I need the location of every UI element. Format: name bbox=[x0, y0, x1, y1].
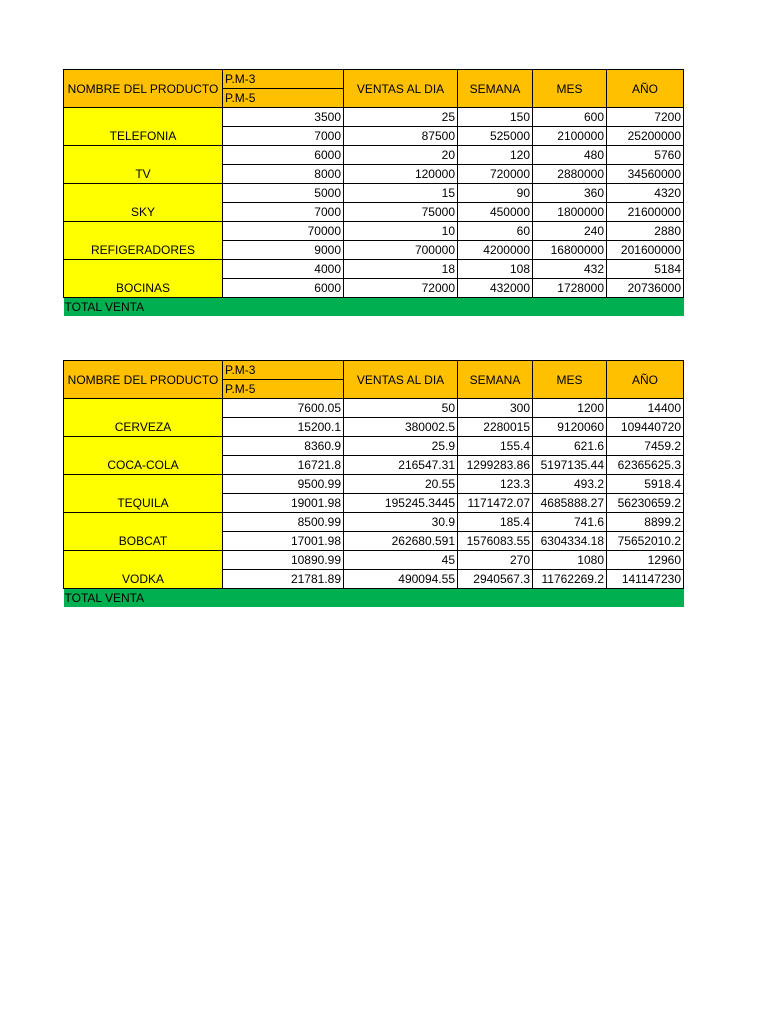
table-body bbox=[64, 70, 684, 317]
data-cell[interactable]: 2940567.3 bbox=[458, 570, 533, 589]
header-anio[interactable]: AÑO bbox=[607, 361, 684, 399]
header-anio[interactable]: AÑO bbox=[607, 70, 684, 108]
data-cell[interactable]: 72000 bbox=[344, 279, 458, 298]
data-cell[interactable]: 216547.31 bbox=[344, 456, 458, 475]
header-semana[interactable]: SEMANA bbox=[458, 361, 533, 399]
data-cell[interactable]: 11762269.2 bbox=[533, 570, 607, 589]
data-cell[interactable]: 70000 bbox=[223, 222, 344, 241]
data-cell[interactable]: 15200.1 bbox=[223, 418, 344, 437]
data-cell[interactable]: 108 bbox=[458, 260, 533, 279]
data-cell[interactable]: 1576083.55 bbox=[458, 532, 533, 551]
data-cell[interactable]: 15 bbox=[344, 184, 458, 203]
total-venta-label[interactable]: TOTAL VENTA bbox=[64, 298, 684, 317]
data-cell[interactable]: 60 bbox=[458, 222, 533, 241]
data-cell[interactable]: 1728000 bbox=[533, 279, 607, 298]
data-cell[interactable]: 5918.4 bbox=[607, 475, 684, 494]
data-cell[interactable]: 12960 bbox=[607, 551, 684, 570]
data-cell[interactable]: 8000 bbox=[223, 165, 344, 184]
data-cell[interactable]: 123.3 bbox=[458, 475, 533, 494]
data-cell[interactable]: 380002.5 bbox=[344, 418, 458, 437]
data-cell[interactable]: 20736000 bbox=[607, 279, 684, 298]
product-name-cell[interactable]: VODKA bbox=[64, 551, 223, 589]
data-cell[interactable]: 1299283.86 bbox=[458, 456, 533, 475]
data-cell[interactable]: 34560000 bbox=[607, 165, 684, 184]
data-cell[interactable]: 432 bbox=[533, 260, 607, 279]
product-name-cell[interactable]: TEQUILA bbox=[64, 475, 223, 513]
product-name-cell[interactable]: TV bbox=[64, 146, 223, 184]
data-cell[interactable]: 7200 bbox=[607, 108, 684, 127]
data-cell[interactable]: 480 bbox=[533, 146, 607, 165]
header-row bbox=[64, 361, 684, 380]
data-cell[interactable]: 741.6 bbox=[533, 513, 607, 532]
data-cell[interactable]: 25200000 bbox=[607, 127, 684, 146]
data-cell[interactable]: 4200000 bbox=[458, 241, 533, 260]
data-cell[interactable]: 2880 bbox=[607, 222, 684, 241]
data-cell[interactable]: 4000 bbox=[223, 260, 344, 279]
data-cell[interactable]: 14400 bbox=[607, 399, 684, 418]
product-name-cell[interactable]: TELEFONIA bbox=[64, 108, 223, 146]
data-cell[interactable]: 9120060 bbox=[533, 418, 607, 437]
header-mes[interactable]: MES bbox=[533, 70, 607, 108]
data-cell[interactable]: 7000 bbox=[223, 203, 344, 222]
table-row bbox=[64, 513, 684, 532]
data-cell[interactable]: 56230659.2 bbox=[607, 494, 684, 513]
data-cell[interactable]: 5000 bbox=[223, 184, 344, 203]
data-cell[interactable]: 21781.89 bbox=[223, 570, 344, 589]
header-pm5[interactable]: P.M-5 bbox=[223, 380, 344, 399]
data-cell[interactable]: 300 bbox=[458, 399, 533, 418]
table-row bbox=[64, 437, 684, 456]
header-pm3[interactable]: P.M-3 bbox=[223, 70, 344, 89]
data-cell[interactable]: 1200 bbox=[533, 399, 607, 418]
data-cell[interactable]: 62365625.3 bbox=[607, 456, 684, 475]
data-cell[interactable]: 600 bbox=[533, 108, 607, 127]
data-cell[interactable]: 525000 bbox=[458, 127, 533, 146]
products-table-electronics bbox=[63, 69, 684, 316]
data-cell[interactable]: 5197135.44 bbox=[533, 456, 607, 475]
product-name-cell[interactable]: COCA-COLA bbox=[64, 437, 223, 475]
data-cell[interactable]: 5760 bbox=[607, 146, 684, 165]
table-row bbox=[64, 222, 684, 241]
product-name-cell[interactable]: CERVEZA bbox=[64, 399, 223, 437]
data-cell[interactable]: 141147230 bbox=[607, 570, 684, 589]
data-cell[interactable]: 7000 bbox=[223, 127, 344, 146]
header-pm3[interactable]: P.M-3 bbox=[223, 361, 344, 380]
data-cell[interactable]: 19001.98 bbox=[223, 494, 344, 513]
header-pm5[interactable]: P.M-5 bbox=[223, 89, 344, 108]
data-cell[interactable]: 6304334.18 bbox=[533, 532, 607, 551]
data-cell[interactable]: 2100000 bbox=[533, 127, 607, 146]
data-cell[interactable]: 87500 bbox=[344, 127, 458, 146]
data-cell[interactable]: 4320 bbox=[607, 184, 684, 203]
header-product-name[interactable]: NOMBRE DEL PRODUCTO bbox=[64, 361, 223, 399]
data-cell[interactable]: 432000 bbox=[458, 279, 533, 298]
data-cell[interactable]: 3500 bbox=[223, 108, 344, 127]
data-cell[interactable]: 240 bbox=[533, 222, 607, 241]
product-name-cell[interactable]: BOBCAT bbox=[64, 513, 223, 551]
header-ventas-dia[interactable]: VENTAS AL DIA bbox=[344, 70, 458, 108]
data-cell[interactable]: 16800000 bbox=[533, 241, 607, 260]
data-cell[interactable]: 450000 bbox=[458, 203, 533, 222]
products-table-beverages bbox=[63, 360, 684, 607]
data-cell[interactable]: 5184 bbox=[607, 260, 684, 279]
data-cell[interactable]: 120 bbox=[458, 146, 533, 165]
data-cell[interactable]: 50 bbox=[344, 399, 458, 418]
data-cell[interactable]: 75000 bbox=[344, 203, 458, 222]
data-cell[interactable]: 201600000 bbox=[607, 241, 684, 260]
product-name-cell[interactable]: SKY bbox=[64, 184, 223, 222]
data-cell[interactable]: 21600000 bbox=[607, 203, 684, 222]
data-cell[interactable]: 360 bbox=[533, 184, 607, 203]
data-cell[interactable]: 195245.3445 bbox=[344, 494, 458, 513]
table-body bbox=[64, 361, 684, 608]
table-row bbox=[64, 184, 684, 203]
data-cell[interactable]: 185.4 bbox=[458, 513, 533, 532]
table-row bbox=[64, 475, 684, 494]
data-cell[interactable]: 10890.99 bbox=[223, 551, 344, 570]
data-cell[interactable]: 25 bbox=[344, 108, 458, 127]
data-cell[interactable]: 7459.2 bbox=[607, 437, 684, 456]
data-cell[interactable]: 1171472.07 bbox=[458, 494, 533, 513]
data-cell[interactable]: 490094.55 bbox=[344, 570, 458, 589]
header-ventas-dia[interactable]: VENTAS AL DIA bbox=[344, 361, 458, 399]
data-cell[interactable]: 25.9 bbox=[344, 437, 458, 456]
data-cell[interactable]: 150 bbox=[458, 108, 533, 127]
data-cell[interactable]: 8899.2 bbox=[607, 513, 684, 532]
data-cell[interactable]: 120000 bbox=[344, 165, 458, 184]
table-row bbox=[64, 108, 684, 127]
header-mes[interactable]: MES bbox=[533, 361, 607, 399]
header-row bbox=[64, 70, 684, 89]
data-cell[interactable]: 155.4 bbox=[458, 437, 533, 456]
data-cell[interactable]: 109440720 bbox=[607, 418, 684, 437]
total-row bbox=[64, 298, 684, 317]
data-cell[interactable]: 720000 bbox=[458, 165, 533, 184]
data-cell[interactable]: 30.9 bbox=[344, 513, 458, 532]
data-cell[interactable]: 9000 bbox=[223, 241, 344, 260]
data-cell[interactable]: 1080 bbox=[533, 551, 607, 570]
data-cell[interactable]: 20.55 bbox=[344, 475, 458, 494]
data-cell[interactable]: 6000 bbox=[223, 146, 344, 165]
header-semana[interactable]: SEMANA bbox=[458, 70, 533, 108]
data-cell[interactable]: 20 bbox=[344, 146, 458, 165]
data-cell[interactable]: 621.6 bbox=[533, 437, 607, 456]
data-cell[interactable]: 90 bbox=[458, 184, 533, 203]
data-cell[interactable]: 262680.591 bbox=[344, 532, 458, 551]
header-product-name[interactable]: NOMBRE DEL PRODUCTO bbox=[64, 70, 223, 108]
data-cell[interactable]: 75652010.2 bbox=[607, 532, 684, 551]
table-row bbox=[64, 260, 684, 279]
data-cell[interactable]: 18 bbox=[344, 260, 458, 279]
product-name-cell[interactable]: REFIGERADORES bbox=[64, 222, 223, 260]
data-cell[interactable]: 8360.9 bbox=[223, 437, 344, 456]
data-cell[interactable]: 270 bbox=[458, 551, 533, 570]
table-row bbox=[64, 551, 684, 570]
table-row bbox=[64, 399, 684, 418]
data-cell[interactable]: 4685888.27 bbox=[533, 494, 607, 513]
table-row bbox=[64, 146, 684, 165]
data-cell[interactable]: 2880000 bbox=[533, 165, 607, 184]
product-name-cell[interactable]: BOCINAS bbox=[64, 260, 223, 298]
total-venta-label[interactable]: TOTAL VENTA bbox=[64, 589, 684, 608]
data-cell[interactable]: 45 bbox=[344, 551, 458, 570]
data-cell[interactable]: 16721.8 bbox=[223, 456, 344, 475]
data-cell[interactable]: 7600.05 bbox=[223, 399, 344, 418]
data-cell[interactable]: 6000 bbox=[223, 279, 344, 298]
data-cell[interactable]: 8500.99 bbox=[223, 513, 344, 532]
data-cell[interactable]: 9500.99 bbox=[223, 475, 344, 494]
data-cell[interactable]: 700000 bbox=[344, 241, 458, 260]
data-cell[interactable]: 493.2 bbox=[533, 475, 607, 494]
data-cell[interactable]: 2280015 bbox=[458, 418, 533, 437]
data-cell[interactable]: 10 bbox=[344, 222, 458, 241]
total-row bbox=[64, 589, 684, 608]
data-cell[interactable]: 1800000 bbox=[533, 203, 607, 222]
data-cell[interactable]: 17001.98 bbox=[223, 532, 344, 551]
